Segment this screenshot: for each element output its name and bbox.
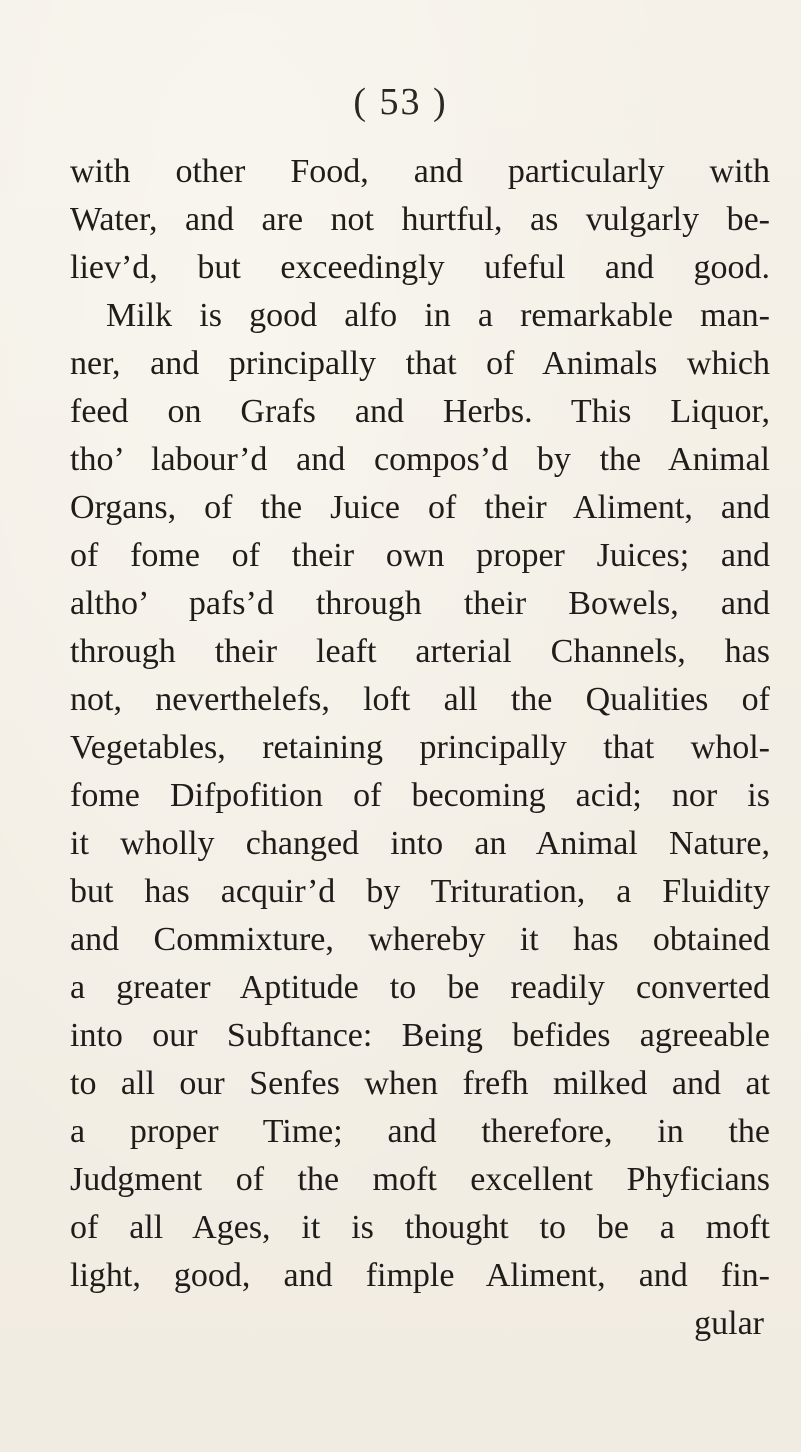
text-line-5: ner, and principally that of Animals which xyxy=(70,345,770,382)
text-line-8: Organs, of the Juice of their Aliment, and xyxy=(70,489,770,526)
body-text xyxy=(70,148,770,1348)
page-number: ( 53 ) xyxy=(353,81,448,123)
text-line-18: a greater Aptitude to be readily converted xyxy=(70,969,770,1006)
text-line-15: it wholly changed into an Animal Nature, xyxy=(70,825,770,862)
text-line-10: altho’ pafs’d through their Bowels, and xyxy=(70,585,770,622)
text-line-21: a proper Time; and therefore, in the xyxy=(70,1113,770,1150)
text-line-9: of fome of their own proper Juices; and xyxy=(70,537,770,574)
text-line-11: through their leaft arterial Channels, has xyxy=(70,633,770,670)
text-line-6: feed on Grafs and Herbs. This Liquor, xyxy=(70,393,770,430)
text-line-24: light, good, and fimple Aliment, and fin- xyxy=(70,1257,770,1294)
text-line-14: fome Difpofition of becoming acid; nor is xyxy=(70,777,770,814)
text-line-4: Milk is good alfo in a remarkable man- xyxy=(106,297,770,334)
text-line-17: and Commixture, whereby it has obtained xyxy=(70,921,770,958)
text-line-19: into our Subftance: Being befides agreeable xyxy=(70,1017,770,1054)
text-line-2: Water, and are not hurtful, as vulgarly be- xyxy=(70,201,770,238)
text-line-7: tho’ labour’d and compos’d by the Animal xyxy=(70,441,770,478)
text-line-1: with other Food, and particularly with xyxy=(70,153,770,190)
text-line-22: Judgment of the moft excellent Phyficians xyxy=(70,1161,770,1198)
catchword: gular xyxy=(694,1305,764,1342)
text-line-20: to all our Senfes when frefh milked and at xyxy=(70,1065,770,1102)
text-line-3: liev’d, but exceedingly ufeful and good. xyxy=(70,249,770,286)
text-line-23: of all Ages, it is thought to be a moft xyxy=(70,1209,770,1246)
text-line-13: Vegetables, retaining principally that whol- xyxy=(70,729,770,766)
text-line-12: not, neverthelefs, loft all the Qualities of xyxy=(70,681,770,718)
text-line-16: but has acquir’d by Trituration, a Fluidity xyxy=(70,873,770,910)
